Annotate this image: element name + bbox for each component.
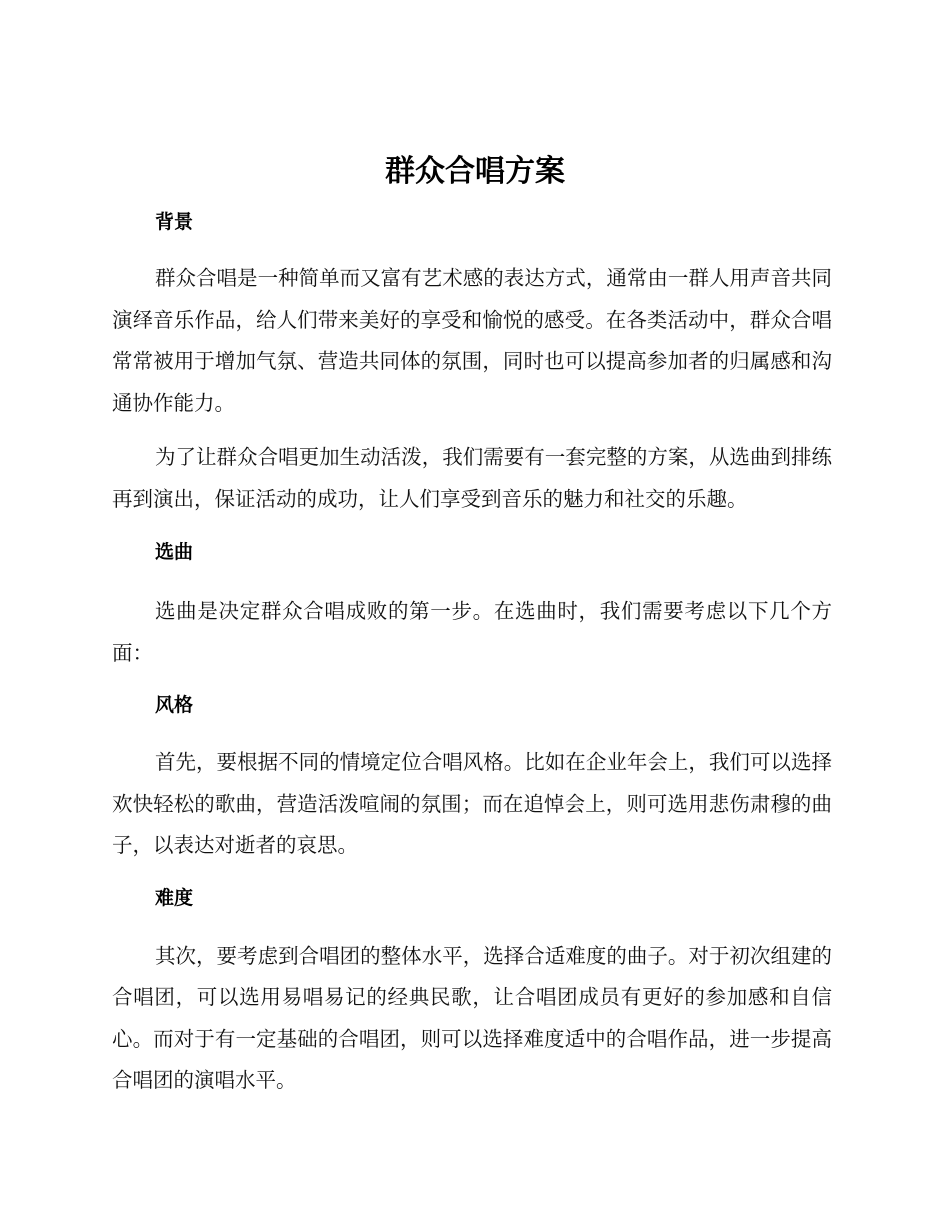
- section-heading-background: 背景: [155, 211, 194, 233]
- paragraph-background-1: 群众合唱是一种简单而又富有艺术感的表达方式，通常由一群人用声音共同演绎音乐作品，给人们带来美好的享受和愉悦的感受。在各类活动中，群众合唱常常被用于增加气氛、营造共同体的氛围，同时也可以提高参加者的归属感和沟通协作能力。: [112, 266, 832, 415]
- section-heading-difficulty: 难度: [155, 886, 194, 909]
- paragraph-background-2: 为了让群众合唱更加生动活泼，我们需要有一套完整的方案，从选曲到排练再到演出，保证活动的成功，让人们享受到音乐的魅力和社交的乐趣。: [112, 445, 832, 511]
- paragraph-song-selection-1: 选曲是决定群众合唱成败的第一步。在选曲时，我们需要考虑以下几个方面：: [112, 599, 832, 665]
- paragraph-difficulty-1: 其次，要考虑到合唱团的整体水平，选择合适难度的曲子。对于初次组建的合唱团，可以选用易唱易记的经典民歌，让合唱团成员有更好的参加感和自信心。而对于有一定基础的合唱团，则可以选择难度适中的合唱作品，进一步提高合唱团的演唱水平。: [112, 943, 832, 1092]
- section-heading-song-selection: 选曲: [155, 541, 194, 563]
- document-title: 群众合唱方案: [385, 154, 565, 189]
- section-heading-style: 风格: [155, 694, 194, 716]
- paragraph-style-1: 首先，要根据不同的情境定位合唱风格。比如在企业年会上，我们可以选择欢快轻松的歌曲，营造活泼喧闹的氛围；而在追悼会上，则可选用悲伤肃穆的曲子，以表达对逝者的哀思。: [112, 750, 832, 857]
